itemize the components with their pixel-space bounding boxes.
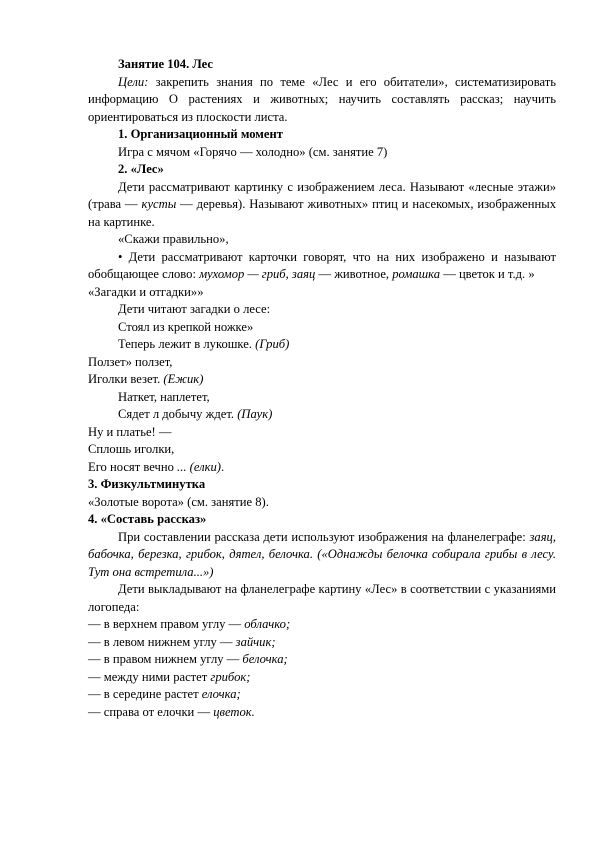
text-run: Теперь лежит в лукошке. xyxy=(118,337,256,351)
riddle-answer: (Паук) xyxy=(237,407,273,421)
text-run: — справа от елочки — xyxy=(88,704,214,719)
text-run: — деревья). Называют животных» птиц и насекомых, изображенных на картинке. xyxy=(88,197,556,229)
riddles-intro: Дети читают загадки о лесе: xyxy=(118,302,271,316)
section-2-heading: 2. «Лес» xyxy=(118,162,164,176)
riddle-4-line-1: Ну и платье! — xyxy=(88,424,172,439)
section-4-paragraph-2: Дети выкладывают на фланелеграфе картину «Лес» в соответствии с указаниями логопеда: xyxy=(88,582,556,614)
text-run: — между ними растет xyxy=(88,669,211,684)
game-title: «Скажи правильно», xyxy=(118,232,229,246)
text-run: Его носят вечно xyxy=(88,459,178,474)
section-1-heading: 1. Организационный момент xyxy=(118,127,283,141)
text-run-italic: облачко; xyxy=(244,617,291,631)
text-run-italic: мухомор — гриб, заяц xyxy=(199,267,316,281)
section-4-paragraph-1 xyxy=(88,529,556,582)
riddle-4-line-2: Сплошь иголки, xyxy=(88,442,175,456)
riddle-3-line-1: Наткет, наплетет, xyxy=(118,389,210,404)
text-run: . xyxy=(220,459,225,474)
list-item xyxy=(88,686,556,704)
riddle-2-line-2 xyxy=(88,371,556,389)
text-run-italic: белочка; xyxy=(242,652,288,666)
riddles-title: «Загадки и отгадки»» xyxy=(88,284,204,299)
section-1-text: Игра с мячом «Горячо — холодно» (см. занятие 7) xyxy=(118,144,388,159)
text-run: При составлении рассказа дети используют изображения на фланелеграфе: xyxy=(118,529,530,544)
riddle-3-line-2 xyxy=(88,406,556,424)
lesson-title: Занятие 104. Лес xyxy=(118,57,214,71)
section-2-paragraph-2 xyxy=(88,249,556,284)
list-item xyxy=(88,651,556,669)
section-3-heading: 3. Физкультминутка xyxy=(88,477,206,491)
text-run: — в середине растет xyxy=(88,687,202,701)
text-run: • Дети рассматривают карточки говорят, что на них изображено и называют обобщающее слово: xyxy=(88,249,556,281)
text-run: — в правом нижнем углу — xyxy=(88,652,243,666)
text-run: — цветок и т.д. » xyxy=(440,267,535,281)
riddle-2-line-1: Ползет» ползет, xyxy=(88,354,173,369)
list-item xyxy=(88,669,556,687)
placement-list xyxy=(88,616,556,721)
section-3-text: «Золотые ворота» (см. занятие 8). xyxy=(88,494,269,509)
text-run-italic: кусты xyxy=(141,197,177,211)
section-4-heading: 4. «Составь рассказ» xyxy=(88,512,207,526)
riddle-answer: ... (елки) xyxy=(177,459,221,474)
riddle-4-line-3 xyxy=(88,459,556,477)
text-run: Иголки везет. xyxy=(88,372,164,386)
section-2-paragraph-1 xyxy=(88,179,556,232)
text-run-italic: грибок; xyxy=(210,669,251,684)
goals-text: закрепить знания по теме «Лес и его обитатели», систематизировать информацию О растениях и животных; научить составлять рассказ; научить ориентироваться из плоскости листа. xyxy=(88,74,556,124)
text-run-italic: заяц, бабочка, березка, грибок, дятел, белочка. («Однажды белочка собирала грибы в лесу. Тут она встретила...») xyxy=(88,529,556,579)
text-run: Сядет л добычу ждет. xyxy=(118,407,238,421)
riddle-1-line-2 xyxy=(88,336,556,354)
text-run-italic: зайчик; xyxy=(235,634,276,649)
text-run: Дети рассматривают картинку с изображением леса. Называют «лесные этажи» (трава — xyxy=(88,179,556,211)
goals-paragraph xyxy=(88,74,556,127)
riddle-answer: (Гриб) xyxy=(255,337,290,351)
document-page xyxy=(88,56,556,721)
goals-label: Цели: xyxy=(118,74,149,89)
text-run-italic: цветок. xyxy=(213,704,255,719)
riddle-1-line-1: Стоял из крепкой ножке» xyxy=(118,319,254,334)
text-run-italic: ромашка xyxy=(392,267,441,281)
text-run-italic: елочка; xyxy=(201,687,241,701)
list-item xyxy=(88,616,556,634)
list-item xyxy=(88,704,556,722)
text-run: — в левом нижнем углу — xyxy=(88,634,236,649)
list-item xyxy=(88,634,556,652)
text-run: — в верхнем правом углу — xyxy=(88,617,245,631)
text-run: — животное, xyxy=(315,267,393,281)
riddle-answer: (Ежик) xyxy=(163,372,204,386)
